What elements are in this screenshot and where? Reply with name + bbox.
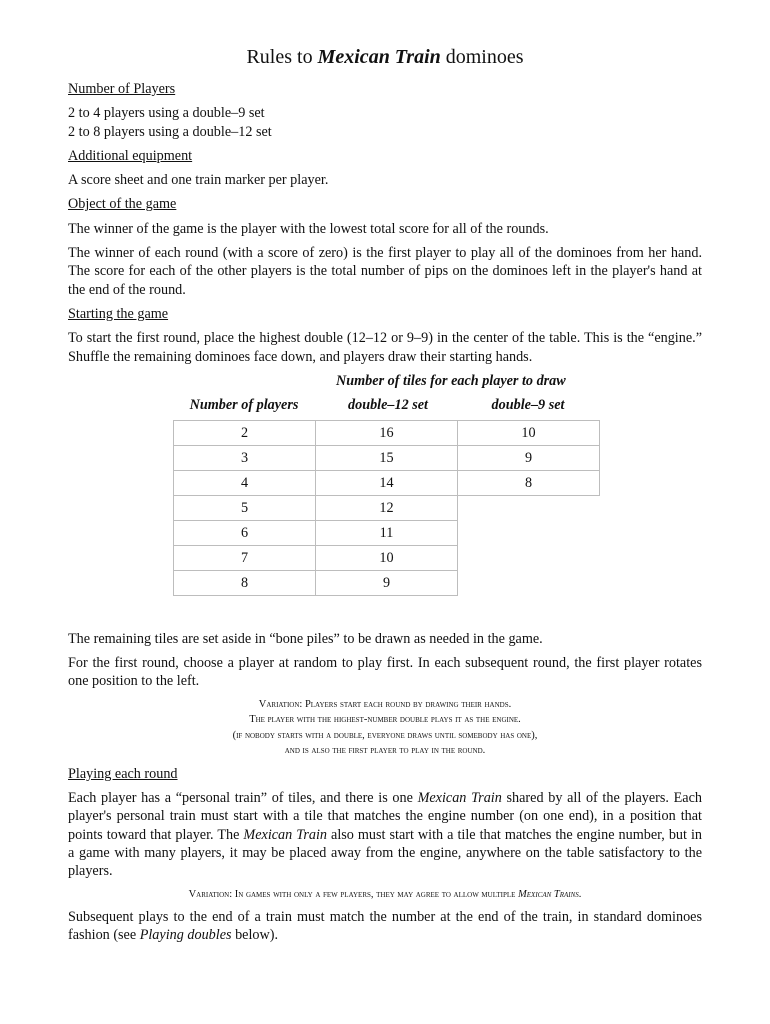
mexican-train-term: Mexican Train xyxy=(417,790,502,807)
table-cell: 8 xyxy=(174,570,316,595)
table-cell xyxy=(458,520,600,545)
rules-document xyxy=(68,44,702,951)
title-prefix: Rules to xyxy=(246,46,318,68)
playing-paragraph-1 xyxy=(68,789,702,880)
table-header-double12: double–12 set xyxy=(348,396,428,413)
variation-note-trains xyxy=(68,887,702,903)
text-run: Variation: In games with only a few players, they may agree to allow multiple xyxy=(188,888,519,900)
mexican-trains-term: Mexican Trains xyxy=(518,888,579,900)
table-cell xyxy=(458,495,600,520)
object-paragraph-1: The winner of the game is the player with the lowest total score for all of the rounds. xyxy=(68,220,549,237)
table-cell: 8 xyxy=(458,470,600,495)
table-cell: 10 xyxy=(458,420,600,445)
table-header-double9: double–9 set xyxy=(491,396,565,413)
object-paragraph-2: The winner of each round (with a score of zero) is the first player to play all of the dominoes from her hand. The score for each of the other players is the total number of pips on the dominoes left in the player's hand at the end of the round. xyxy=(68,245,702,298)
playing-paragraph-2 xyxy=(68,908,702,945)
starting-paragraph-2: The remaining tiles are set aside in “bone piles” to be drawn as needed in the game. xyxy=(68,630,543,647)
table-cell: 6 xyxy=(174,520,316,545)
players-lines xyxy=(68,104,702,141)
starting-paragraph-3: For the first round, choose a player at random to play first. In each subsequent round, the first player rotates one position to the left. xyxy=(68,655,702,690)
text-run: Each player has a “personal train” of tiles, and there is one xyxy=(68,790,418,807)
table-row xyxy=(174,470,600,495)
mexican-train-term: Mexican Train xyxy=(243,826,328,843)
starting-heading: Starting the game xyxy=(68,305,169,322)
table-row xyxy=(174,570,600,595)
table-row xyxy=(174,520,600,545)
playing-heading: Playing each round xyxy=(68,765,178,782)
players-line: 2 to 4 players using a double–9 set xyxy=(68,105,265,122)
equipment-heading: Additional equipment xyxy=(68,147,193,164)
table-row xyxy=(174,420,600,445)
table-cell: 12 xyxy=(316,495,458,520)
variation-line: Variation: Players start each round by drawing their hands. xyxy=(258,698,512,710)
table-header-players: Number of players xyxy=(189,396,299,413)
table-cell: 3 xyxy=(174,445,316,470)
variation-line: and is also the first player to play in the round. xyxy=(284,745,486,757)
table-cell: 2 xyxy=(174,420,316,445)
starting-paragraph-1: To start the first round, place the highest double (12–12 or 9–9) in the center of the table. This is the “engine.” Shuffle the remaining dominoes face down, and players draw their starting hands. xyxy=(68,330,702,365)
title-suffix: dominoes xyxy=(440,46,524,68)
table-cell: 4 xyxy=(174,470,316,495)
players-heading: Number of Players xyxy=(68,81,176,97)
table-cell: 15 xyxy=(316,445,458,470)
title-game-name: Mexican Train xyxy=(317,46,441,68)
table-cell: 16 xyxy=(316,420,458,445)
table-cell: 11 xyxy=(316,520,458,545)
object-heading: Object of the game xyxy=(68,196,177,213)
table-caption: Number of tiles for each player to draw xyxy=(336,372,566,389)
text-run: also must start with a tile that matches the engine number, but in a game with many players, it may be placed away from the engine, anywhere on the table satisfactory to the players. xyxy=(68,826,702,880)
draw-table-block xyxy=(68,372,702,624)
text-run: shared by all of the players. Each player's personal train must start with a tile that matches the engine number (on one end), in a position that points toward that player. The xyxy=(68,790,702,843)
variation-line: The player with the highest-number double plays it as the engine. xyxy=(249,714,521,726)
table-cell: 5 xyxy=(174,495,316,520)
table-cell: 9 xyxy=(316,570,458,595)
table-row xyxy=(174,495,600,520)
players-line: 2 to 8 players using a double–12 set xyxy=(68,123,272,140)
table-cell xyxy=(458,545,600,570)
playing-doubles-reference: Playing doubles xyxy=(139,927,232,944)
table-row xyxy=(174,445,600,470)
draw-table xyxy=(173,420,600,596)
variation-note-start xyxy=(68,697,702,759)
text-run: Subsequent plays to the end of a train must match the number at the end of the train, in standard dominoes fashion (see xyxy=(68,909,702,944)
table-cell: 7 xyxy=(174,545,316,570)
table-cell xyxy=(458,570,600,595)
variation-line: (if nobody starts with a double, everyone draws until somebody has one), xyxy=(232,729,538,741)
equipment-text: A score sheet and one train marker per player. xyxy=(68,172,329,189)
text-run: below). xyxy=(231,927,279,944)
table-cell: 14 xyxy=(316,470,458,495)
table-cell: 10 xyxy=(316,545,458,570)
page-title xyxy=(68,44,702,70)
table-row xyxy=(174,545,600,570)
text-run: . xyxy=(578,888,582,900)
table-cell: 9 xyxy=(458,445,600,470)
